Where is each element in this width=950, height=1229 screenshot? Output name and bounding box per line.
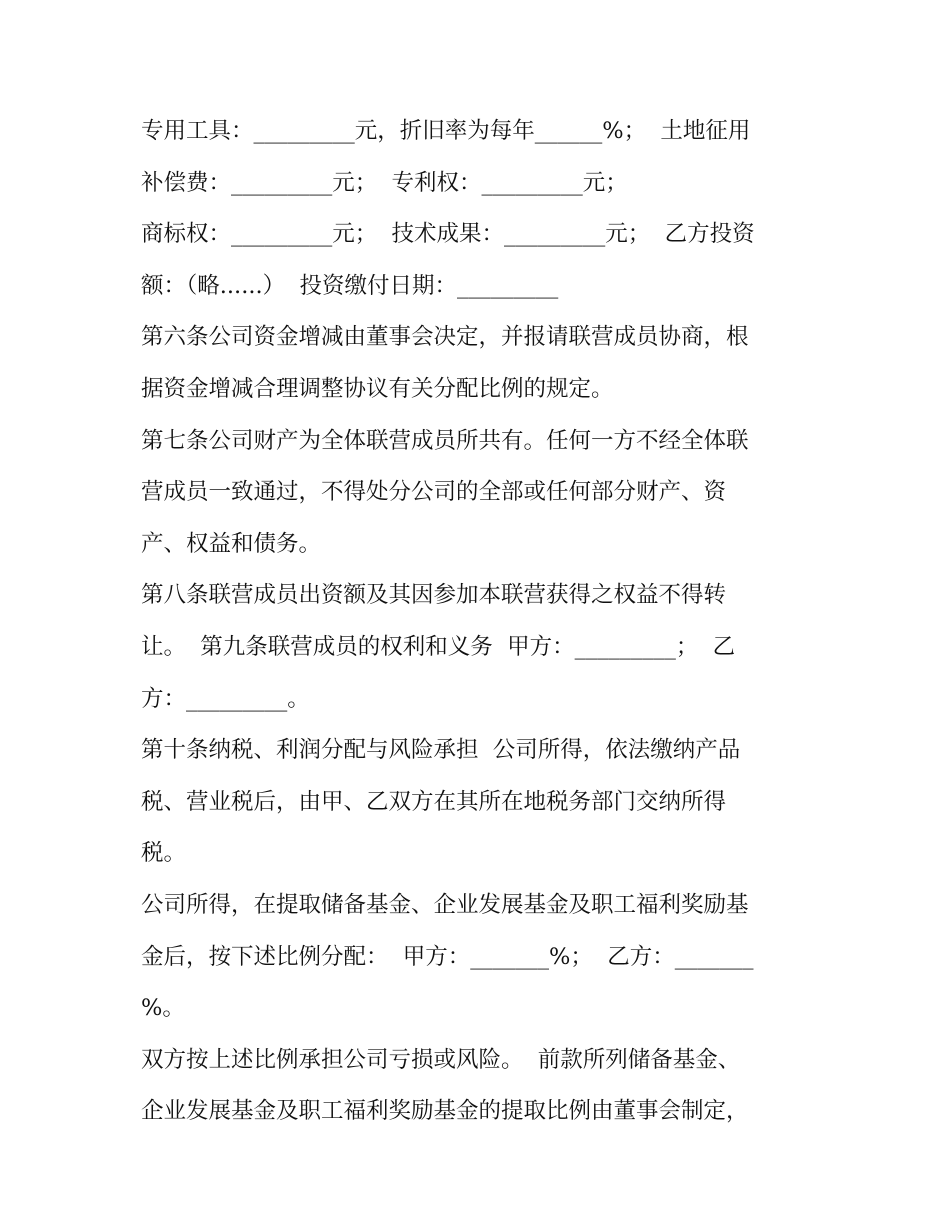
text-line: 第十条纳税、利润分配与风险承担 公司所得，依法缴纳产品 [141, 737, 741, 764]
text-line: %。 [141, 995, 185, 1022]
text-line: 产、权益和债务。 [141, 530, 322, 557]
text-line: 专用工具：_________元，折旧率为每年______%； 土地征用 [141, 118, 751, 144]
text-line: 据资金增减合理调整协议有关分配比例的规定。 [141, 375, 614, 402]
text-line: 方：_________。 [141, 685, 310, 712]
text-line: 让。 第九条联营成员的权利和义务 甲方：_________； 乙 [141, 633, 736, 660]
text-line: 双方按上述比例承担公司亏损或风险。 前款所列储备基金、 [141, 1046, 741, 1073]
text-line: 补偿费：_________元； 专利权：_________元； [141, 169, 628, 196]
contract-body-text [141, 106, 821, 1138]
text-line: 税、营业税后，由甲、乙双方在其所在地税务部门交纳所得 [141, 788, 727, 815]
text-line: 第七条公司财产为全体联营成员所共有。任何一方不经全体联 [141, 427, 749, 454]
text-line: 税。 [141, 840, 187, 867]
text-line: 金后，按下述比例分配： 甲方：_______%； 乙方：_______ [141, 943, 754, 970]
text-line: 第八条联营成员出资额及其因参加本联营获得之权益不得转 [141, 582, 727, 609]
text-line: 公司所得，在提取储备基金、企业发展基金及职工福利奖励基 [141, 891, 749, 918]
text-line: 第六条公司资金增减由董事会决定，并报请联营成员协商，根 [141, 324, 749, 351]
text-line: 企业发展基金及职工福利奖励基金的提取比例由董事会制定， [141, 1098, 749, 1125]
text-line: 额：（略......） 投资缴付日期：_________ [141, 272, 559, 299]
text-line: 商标权：_________元； 技术成果：_________元； 乙方投资 [141, 221, 755, 248]
text-line: 营成员一致通过，不得处分公司的全部或任何部分财产、资 [141, 479, 727, 506]
